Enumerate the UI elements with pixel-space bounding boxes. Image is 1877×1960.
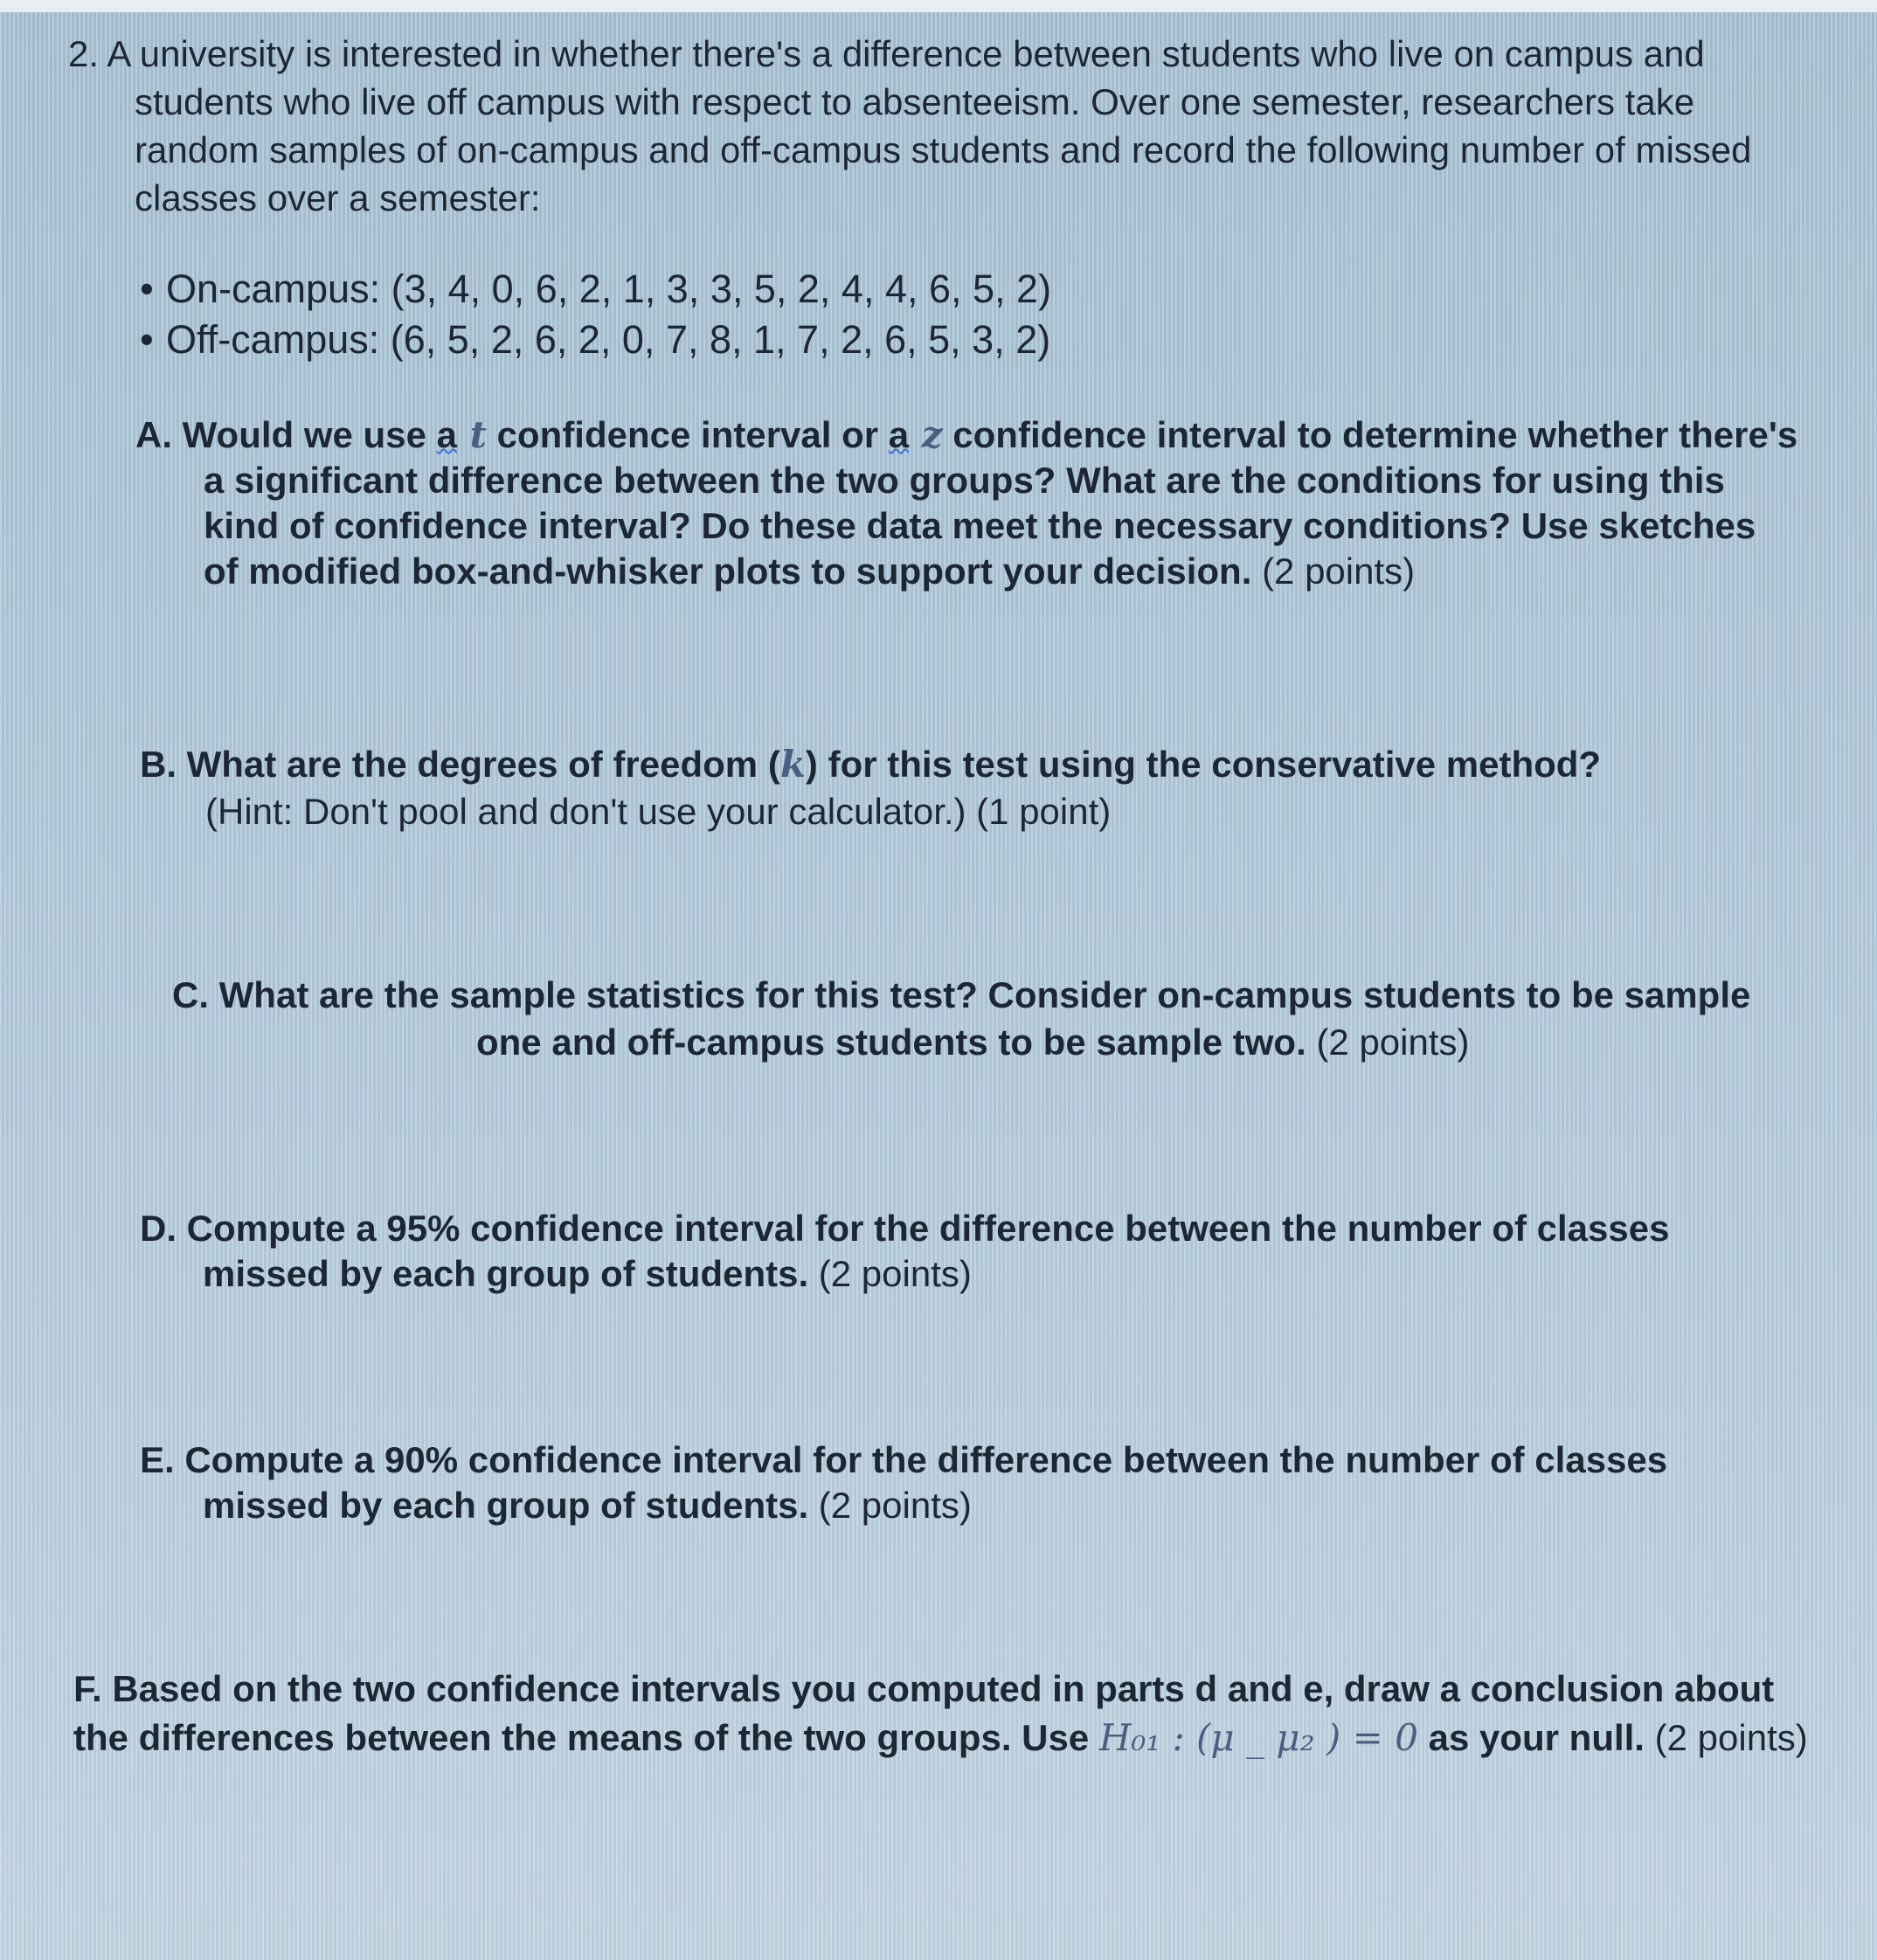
part-a-line-2: a significant difference between the two groups? What are the conditions for using this	[204, 460, 1725, 501]
part-a-line-3: kind of confidence interval? Do these data meet the necessary conditions? Use sketches	[204, 505, 1756, 546]
part-b-line-2: (Hint: Don't pool and don't use your calculator.) (1 point)	[205, 791, 1112, 832]
part-a-line-1: A. Would we use a t confidence interval or a z confidence interval to determine whether there's	[135, 413, 1798, 456]
intro-line-2: students who live off campus with respect to absenteeism. Over one semester, researchers take	[135, 81, 1695, 122]
part-d	[140, 1206, 1669, 1297]
part-c	[172, 972, 1750, 1066]
off-campus-data: • Off-campus: (6, 5, 2, 6, 2, 0, 7, 8, 1, 7, 2, 6, 5, 3, 2)	[140, 317, 1051, 362]
data-lists	[140, 264, 1051, 365]
part-b-line-1: B. What are the degrees of freedom (k) for this test using the conservative method?	[140, 743, 1602, 786]
part-e	[140, 1437, 1667, 1528]
intro-line-1: 2. A university is interested in whether there's a difference between students who live on campus and	[68, 33, 1705, 74]
part-e-line-2: missed by each group of students. (2 points)	[203, 1485, 972, 1526]
part-f	[73, 1665, 1808, 1763]
part-d-line-2: missed by each group of students. (2 points)	[203, 1253, 972, 1294]
part-b	[140, 741, 1601, 835]
part-d-line-1: D. Compute a 95% confidence interval for the difference between the number of classes	[140, 1208, 1670, 1249]
part-a-line-4: of modified box-and-whisker plots to support your decision. (2 points)	[204, 551, 1416, 592]
problem-intro	[68, 30, 1752, 222]
null-hypothesis: H₀₁ : (μ _ μ₂ ) = 0	[1098, 1716, 1418, 1759]
intro-line-4: classes over a semester:	[135, 177, 541, 218]
on-campus-data: • On-campus: (3, 4, 0, 6, 2, 1, 3, 3, 5, 2, 4, 4, 6, 5, 2)	[140, 267, 1052, 311]
intro-line-3: random samples of on-campus and off-campus students and record the following number of missed	[135, 129, 1752, 170]
part-a	[135, 412, 1797, 594]
part-c-line-2: one and off-campus students to be sample two. (2 points)	[476, 1022, 1470, 1063]
part-c-line-1: C. What are the sample statistics for this test? Consider on-campus students to be sample	[172, 974, 1751, 1015]
part-e-line-1: E. Compute a 90% confidence interval for the difference between the number of classes	[140, 1439, 1668, 1480]
problem-number: 2.	[68, 33, 100, 74]
part-f-line-2: the differences between the means of the two groups. Use H₀₁ : (μ _ μ₂ ) = 0 as your null. (2 points)	[73, 1716, 1808, 1759]
part-f-line-1: F. Based on the two confidence intervals you computed in parts d and e, draw a conclusion about	[73, 1668, 1775, 1709]
